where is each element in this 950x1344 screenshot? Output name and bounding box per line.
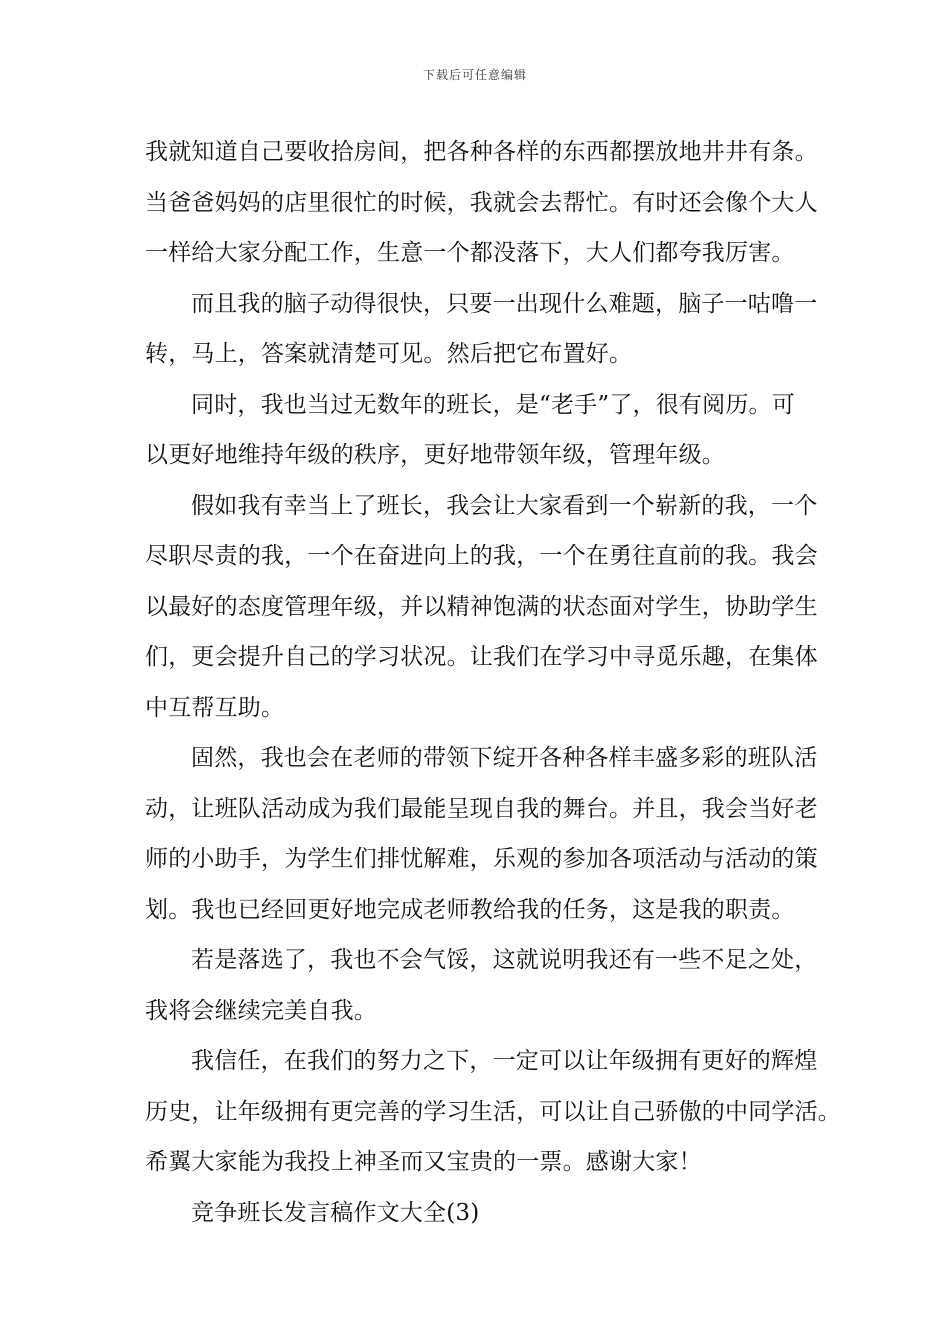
- text-line: 们，更会提升自己的学习状况。让我们在学习中寻觅乐趣，在集体: [145, 644, 818, 670]
- page-header: 下载后可任意编辑: [422, 68, 527, 82]
- text-line: 历史，让年级拥有更完善的学习生活，可以让自己骄傲的中同学活。: [145, 1098, 841, 1125]
- text-line: 我将会继续完美自我。: [145, 997, 377, 1024]
- text-line: 假如我有幸当上了班长，我会让大家看到一个崭新的我，一个: [191, 492, 818, 519]
- text-line: 一样给大家分配工作，生意一个都没落下，大人们都夸我厉害。: [145, 240, 795, 266]
- text-line: 转，马上，答案就清楚可见。然后把它布置好。: [145, 341, 633, 367]
- text-line: 当爸爸妈妈的店里很忙的时候，我就会去帮忙。有时还会像个大人: [145, 189, 818, 216]
- text-line: 师的小助手，为学生们排忧解难，乐观的参加各项活动与活动的策: [145, 846, 818, 872]
- text-line: 划。我也已经回更好地完成老师教给我的任务，这是我的职责。: [145, 896, 795, 923]
- text-line: 而且我的脑子动得很快，只要一出现什么难题，脑子一咕噜一: [191, 290, 818, 317]
- text-line: 我就知道自己要收拾房间，把各种各样的东西都摆放地井井有条。: [145, 139, 818, 165]
- text-line: 同时，我也当过无数年的班长，是“老手”了，很有阅历。可: [191, 391, 795, 418]
- text-line: 以最好的态度管理年级，并以精神饱满的状态面对学生，协助学生: [145, 593, 818, 620]
- text-line: 我信任，在我们的努力之下，一定可以让年级拥有更好的辉煌: [191, 1048, 818, 1074]
- text-line: 固然，我也会在老师的带领下绽开各种各样丰盛多彩的班队活: [191, 745, 818, 771]
- text-line: 若是落选了，我也不会气馁，这就说明我还有一些不足之处，: [191, 947, 818, 973]
- section-title: 竞争班长发言稿作文大全(3): [191, 1199, 480, 1226]
- text-line: 中互帮互助。: [145, 694, 285, 721]
- text-line: 以更好地维持年级的秩序，更好地带领年级，管理年级。: [145, 442, 725, 468]
- text-line: 尽职尽责的我，一个在奋进向上的我，一个在勇往直前的我。我会: [145, 543, 818, 569]
- text-line: 动，让班队活动成为我们最能呈现自我的舞台。并且，我会当好老: [145, 795, 818, 822]
- document-body: [145, 127, 841, 1238]
- text-line: 希翼大家能为我投上神圣而又宝贵的一票。感谢大家！: [145, 1149, 702, 1175]
